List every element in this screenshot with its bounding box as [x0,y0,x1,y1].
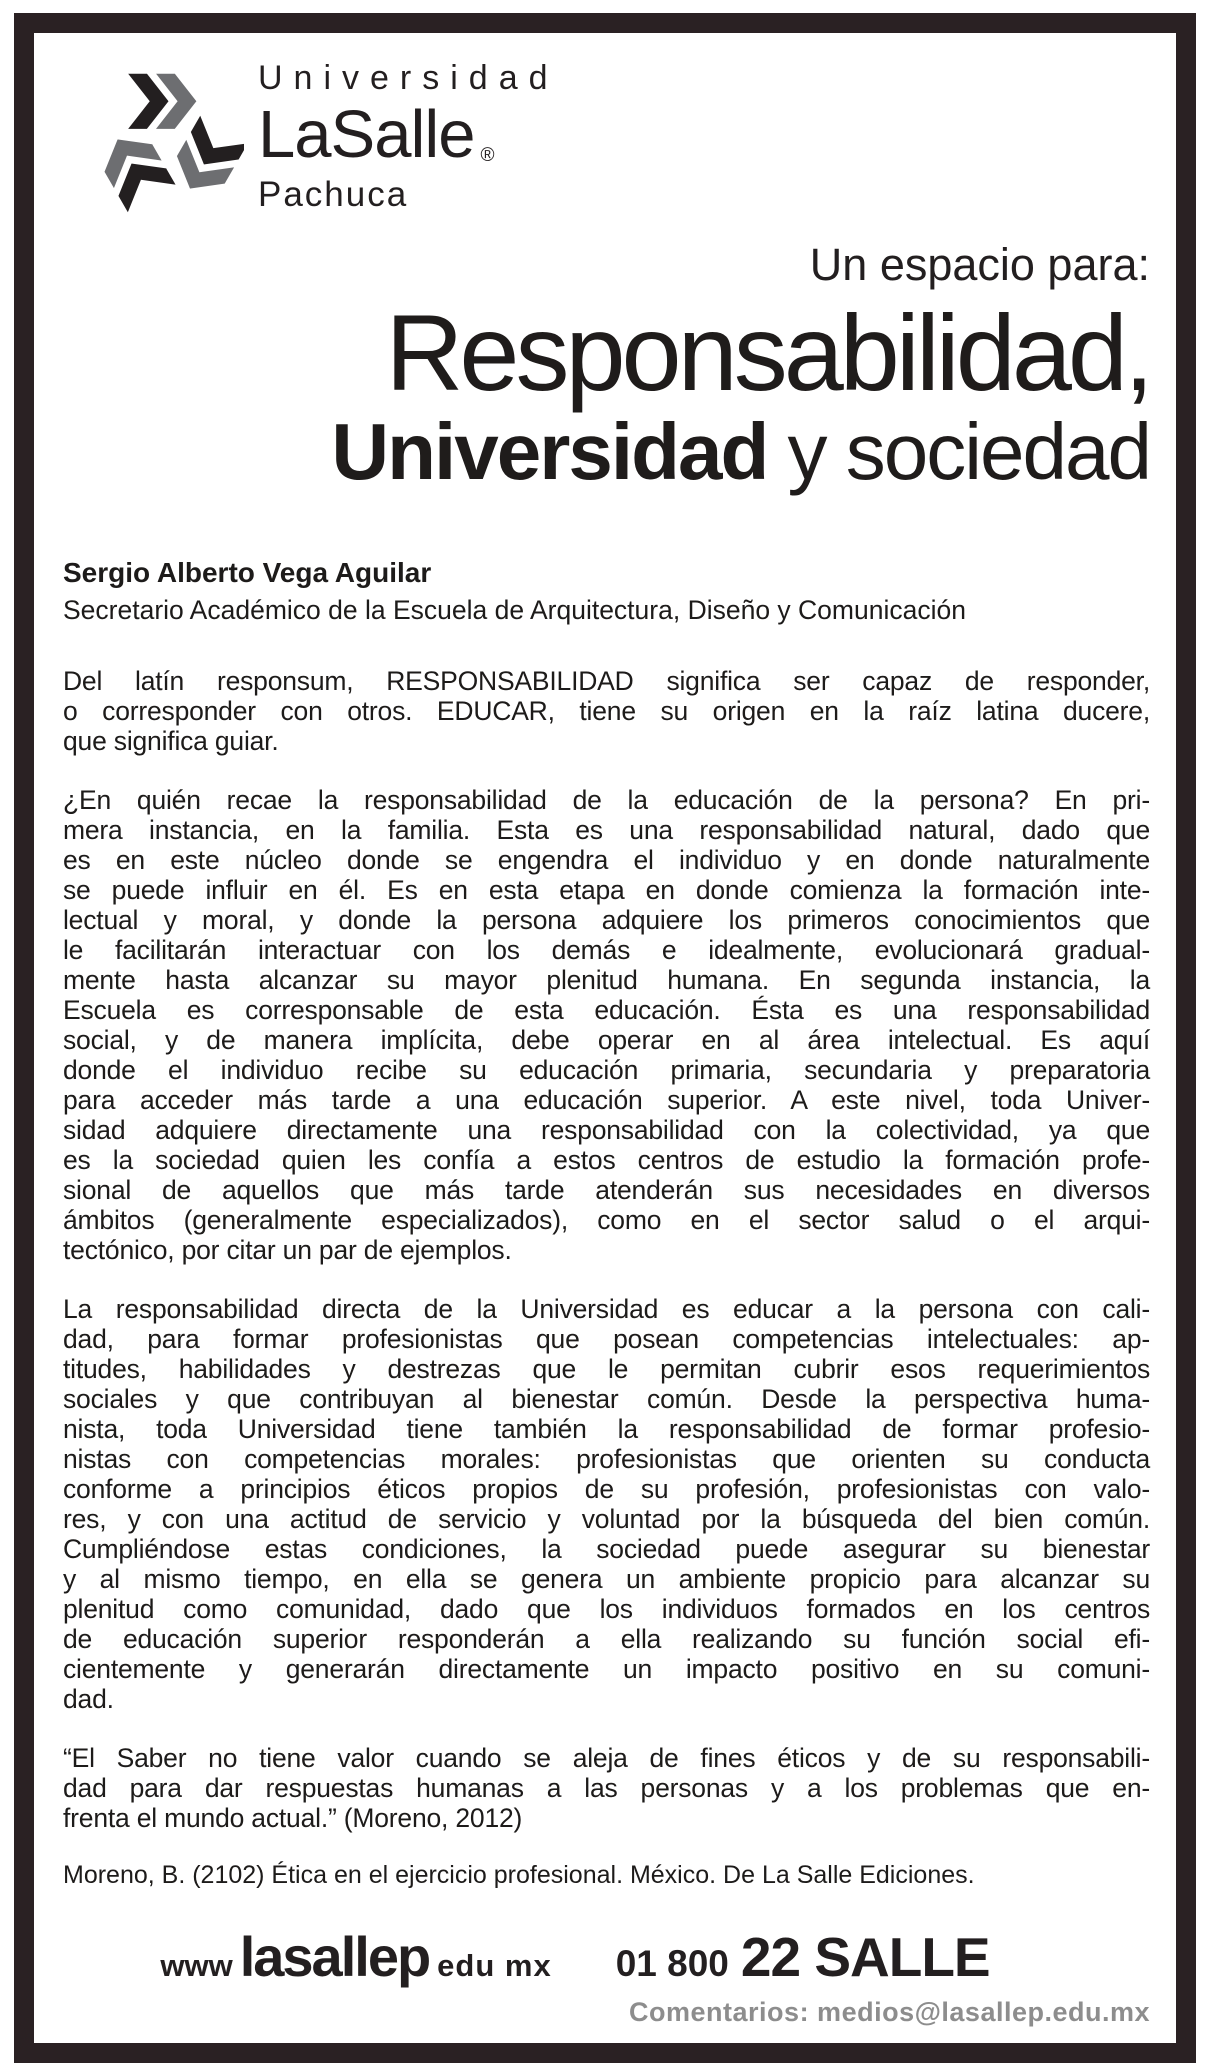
brand-city: Pachuca [258,175,409,214]
text-line: dad. [63,1683,114,1714]
brand-university: Universidad [258,59,559,97]
brand-header [34,33,1176,219]
text-line: ¿En quién recae la responsabilidad de la educación de la persona? En pri- [63,784,1150,815]
url-domain: lasallep [239,1924,430,1988]
text-line: le facilitarán interactuar con los demás e idealmente, evolucionará gradual- [63,934,1150,965]
text-line: Escuela es corresponsable de esta educación. Ésta es una responsabilidad [63,994,1150,1025]
comments-email: Comentarios: medios@lasallep.edu.mx [629,1996,1150,2027]
url-www: www [160,1947,233,1983]
page-content [34,33,1176,2043]
contact-line [4,1924,1146,1989]
text-line: que significa guiar. [63,725,279,756]
text-line: mera instancia, en la familia. Esta es una responsabilidad natural, dado que [63,814,1150,845]
text-line: de educación superior responderán a ella realizando su función social efi- [63,1623,1150,1654]
author-name: Sergio Alberto Vega Aguilar [63,556,432,588]
url-suffix: edu mx [437,1947,552,1983]
text-line: titudes, habilidades y destrezas que le permitan cubrir esos requerimientos [63,1353,1150,1384]
paragraph [63,785,1150,1265]
brand-text [258,57,559,212]
text-line: social, y de manera implícita, debe operar en al área intelectual. Es aquí [63,1024,1150,1055]
text-line: Del latín responsum, RESPONSABILIDAD significa ser capaz de responder, [63,665,1150,696]
brand-name-text: LaSalle [258,97,475,172]
headline-kicker: Un espacio para: [809,239,1150,290]
paragraph [63,1743,1150,1833]
text-line: mente hasta alcanzar su mayor plenitud humana. En segunda instancia, la [63,964,1150,995]
text-line: tectónico, por citar un par de ejemplos. [63,1234,512,1265]
article-body [34,666,1176,1833]
text-line: dad para dar respuestas humanas a las personas y a los problemas que en- [63,1772,1150,1803]
registered-trademark-icon: ® [480,145,495,166]
bibliographic-reference: Moreno, B. (2102) Ética en el ejercicio profesional. México. De La Salle Ediciones. [63,1860,975,1889]
footer [34,1924,1176,2028]
text-line: es la sociedad quien les confía a estos centros de estudio la formación profe- [63,1144,1150,1175]
text-line: plenitud como comunidad, dado que los individuos formados en los centros [63,1593,1150,1624]
page-border [14,13,1196,2063]
text-line: cientemente y generarán directamente un impacto positivo en su comuni- [63,1653,1150,1684]
text-line: es en este núcleo donde se engendra el individuo y en donde naturalmente [63,844,1150,875]
text-line: ámbitos (generalmente especializados), como en el sector salud o el arqui- [63,1204,1150,1235]
text-line: conforme a principios éticos propios de su profesión, profesionistas con valo- [63,1473,1150,1504]
text-line: y al mismo tiempo, en ella se genera un ambiente propicio para alcanzar su [63,1563,1150,1594]
phone-prefix: 01 800 [615,1942,729,1984]
headline-subtitle [63,407,1150,496]
text-line: sociales y que contribuyan al bienestar común. Desde la perspectiva huma- [63,1383,1150,1414]
text-line: nista, toda Universidad tiene también la responsabilidad de formar profesio- [63,1413,1150,1444]
text-line: lectual y moral, y donde la persona adquiere los primeros conocimientos que [63,904,1150,935]
text-line: Cumpliéndose estas condiciones, la sociedad puede asegurar su bienestar [63,1533,1150,1564]
byline [34,557,1176,626]
text-line: La responsabilidad directa de la Universidad es educar a la persona con cali- [63,1293,1150,1324]
headline-block [34,239,1176,496]
headline-subtitle-regular: y sociedad [767,407,1150,496]
brand-name [258,97,559,172]
text-line: res, y con una actitud de servicio y voluntad por la búsqueda del bien común. [63,1503,1150,1534]
text-line: sidad adquiere directamente una responsabilidad con la colectividad, ya que [63,1114,1150,1145]
text-line: dad, para formar profesionistas que posean competencias intelectuales: ap- [63,1323,1150,1354]
phone-number: 22 SALLE [740,1925,990,1988]
paragraph [63,666,1150,756]
text-line: o corresponder con otros. EDUCAR, tiene su origen en la raíz latina ducere, [63,695,1150,726]
author-role: Secretario Académico de la Escuela de Arquitectura, Diseño y Comunicación [63,594,966,625]
headline-subtitle-bold: Universidad [331,407,768,496]
text-line: nistas con competencias morales: profesionistas que orienten su conducta [63,1443,1150,1474]
text-line: donde el individuo recibe su educación primaria, secundaria y preparatoria [63,1054,1150,1085]
paragraph [63,1294,1150,1714]
headline-title: Responsabilidad, [385,292,1150,413]
lasalle-logo-icon [92,57,244,219]
text-line: “El Saber no tiene valor cuando se aleja de fines éticos y de su responsabili- [63,1742,1150,1773]
text-line: sional de aquellos que más tarde atenderán sus necesidades en diversos [63,1174,1150,1205]
text-line: frenta el mundo actual.” (Moreno, 2012) [63,1802,523,1833]
text-line: para acceder más tarde a una educación superior. A este nivel, toda Univer- [63,1084,1150,1115]
text-line: se puede influir en él. Es en esta etapa en donde comienza la formación inte- [63,874,1150,905]
